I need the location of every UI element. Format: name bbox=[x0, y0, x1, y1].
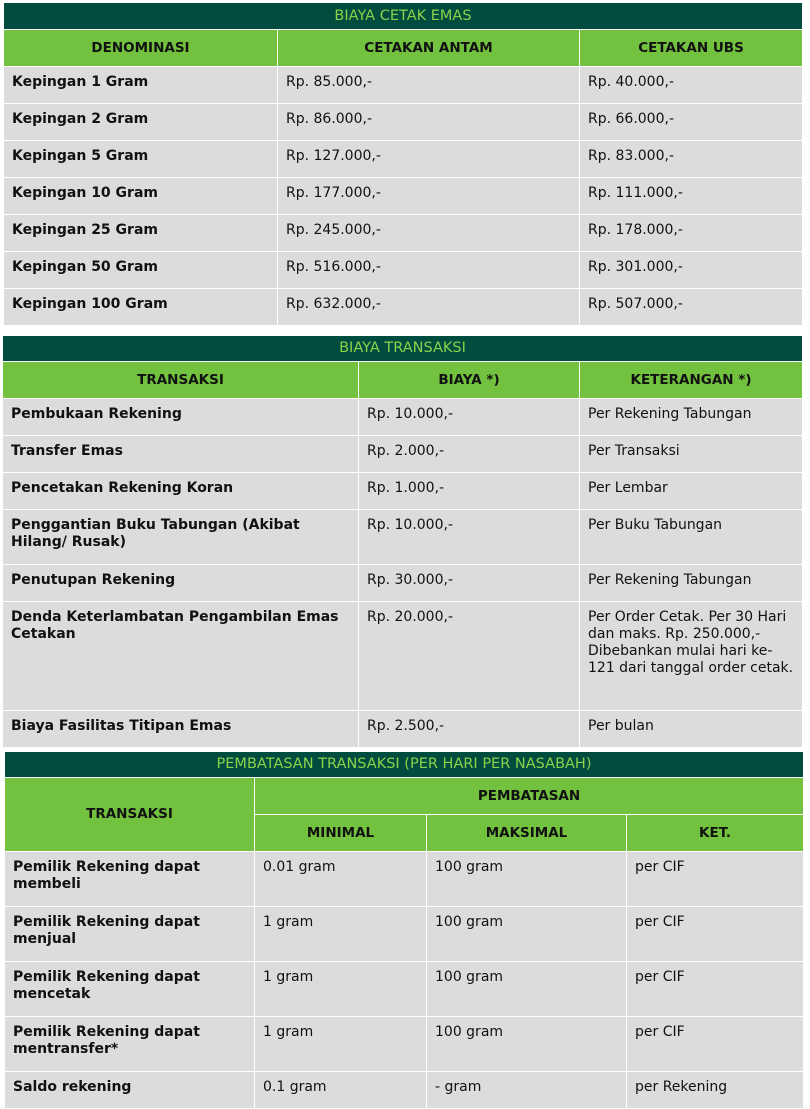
keterangan-cell: Per Lembar bbox=[580, 473, 803, 510]
biaya-cell: Rp. 10.000,- bbox=[359, 510, 580, 565]
denominasi-cell: Kepingan 1 Gram bbox=[4, 67, 278, 104]
transaksi-cell: Pemilik Rekening dapat mencetak bbox=[5, 962, 255, 1017]
header-biaya: BIAYA *) bbox=[359, 362, 580, 399]
table-row bbox=[5, 962, 804, 1017]
antam-price-cell: Rp. 86.000,- bbox=[278, 104, 580, 141]
denominasi-cell: Kepingan 25 Gram bbox=[4, 215, 278, 252]
keterangan-cell: Per Buku Tabungan bbox=[580, 510, 803, 565]
maksimal-cell: 100 gram bbox=[427, 962, 627, 1017]
header-transaksi: TRANSAKSI bbox=[3, 362, 359, 399]
ket-cell: per CIF bbox=[627, 852, 804, 907]
minimal-cell: 0.1 gram bbox=[255, 1072, 427, 1109]
keterangan-cell: Per Order Cetak. Per 30 Hari dan maks. Rp. 250.000,- Dibebankan mulai hari ke-121 dari tanggal order cetak. bbox=[580, 602, 803, 711]
table-row bbox=[3, 399, 803, 436]
transaksi-cell: Pemilik Rekening dapat mentransfer* bbox=[5, 1017, 255, 1072]
denominasi-cell: Kepingan 100 Gram bbox=[4, 289, 278, 326]
ubs-price-cell: Rp. 40.000,- bbox=[580, 67, 803, 104]
biaya-cetak-emas-table bbox=[3, 2, 803, 326]
transaksi-cell: Biaya Fasilitas Titipan Emas bbox=[3, 711, 359, 748]
keterangan-cell: Per Transaksi bbox=[580, 436, 803, 473]
header-denominasi: DENOMINASI bbox=[4, 30, 278, 67]
ubs-price-cell: Rp. 507.000,- bbox=[580, 289, 803, 326]
ubs-price-cell: Rp. 301.000,- bbox=[580, 252, 803, 289]
denominasi-cell: Kepingan 10 Gram bbox=[4, 178, 278, 215]
table-row bbox=[5, 907, 804, 962]
pembatasan-transaksi-title: PEMBATASAN TRANSAKSI (PER HARI PER NASABAH) bbox=[5, 752, 804, 778]
header-ket: KET. bbox=[627, 815, 804, 852]
ubs-price-cell: Rp. 178.000,- bbox=[580, 215, 803, 252]
header-minimal: MINIMAL bbox=[255, 815, 427, 852]
table-row bbox=[4, 178, 803, 215]
ket-cell: per Rekening bbox=[627, 1072, 804, 1109]
antam-price-cell: Rp. 632.000,- bbox=[278, 289, 580, 326]
table-row bbox=[4, 289, 803, 326]
header-pembatasan: PEMBATASAN bbox=[255, 778, 804, 815]
ubs-price-cell: Rp. 66.000,- bbox=[580, 104, 803, 141]
biaya-cell: Rp. 2.500,- bbox=[359, 711, 580, 748]
ket-cell: per CIF bbox=[627, 962, 804, 1017]
transaksi-cell: Penutupan Rekening bbox=[3, 565, 359, 602]
minimal-cell: 1 gram bbox=[255, 1017, 427, 1072]
biaya-cell: Rp. 10.000,- bbox=[359, 399, 580, 436]
biaya-cell: Rp. 2.000,- bbox=[359, 436, 580, 473]
pembatasan-transaksi-section bbox=[4, 751, 803, 1109]
table-row bbox=[4, 104, 803, 141]
table-row bbox=[5, 1072, 804, 1109]
transaksi-cell: Penggantian Buku Tabungan (Akibat Hilang/ Rusak) bbox=[3, 510, 359, 565]
denominasi-cell: Kepingan 5 Gram bbox=[4, 141, 278, 178]
biaya-cell: Rp. 30.000,- bbox=[359, 565, 580, 602]
table-row bbox=[3, 510, 803, 565]
maksimal-cell: - gram bbox=[427, 1072, 627, 1109]
table-row bbox=[4, 215, 803, 252]
antam-price-cell: Rp. 85.000,- bbox=[278, 67, 580, 104]
biaya-transaksi-section bbox=[2, 335, 802, 748]
antam-price-cell: Rp. 245.000,- bbox=[278, 215, 580, 252]
header-keterangan: KETERANGAN *) bbox=[580, 362, 803, 399]
keterangan-cell: Per bulan bbox=[580, 711, 803, 748]
maksimal-cell: 100 gram bbox=[427, 852, 627, 907]
biaya-transaksi-title: BIAYA TRANSAKSI bbox=[3, 336, 803, 362]
denominasi-cell: Kepingan 2 Gram bbox=[4, 104, 278, 141]
keterangan-cell: Per Rekening Tabungan bbox=[580, 565, 803, 602]
table-row bbox=[3, 602, 803, 711]
keterangan-cell: Per Rekening Tabungan bbox=[580, 399, 803, 436]
pembatasan-transaksi-table bbox=[4, 751, 804, 1109]
antam-price-cell: Rp. 177.000,- bbox=[278, 178, 580, 215]
table-row bbox=[4, 141, 803, 178]
header-maksimal: MAKSIMAL bbox=[427, 815, 627, 852]
table-row bbox=[3, 565, 803, 602]
minimal-cell: 1 gram bbox=[255, 962, 427, 1017]
table-row bbox=[3, 473, 803, 510]
header-cetakan-antam: CETAKAN ANTAM bbox=[278, 30, 580, 67]
ubs-price-cell: Rp. 83.000,- bbox=[580, 141, 803, 178]
table-row bbox=[3, 711, 803, 748]
minimal-cell: 0.01 gram bbox=[255, 852, 427, 907]
table-row bbox=[5, 1017, 804, 1072]
maksimal-cell: 100 gram bbox=[427, 907, 627, 962]
transaksi-cell: Pembukaan Rekening bbox=[3, 399, 359, 436]
ket-cell: per CIF bbox=[627, 1017, 804, 1072]
denominasi-cell: Kepingan 50 Gram bbox=[4, 252, 278, 289]
ubs-price-cell: Rp. 111.000,- bbox=[580, 178, 803, 215]
transaksi-cell: Saldo rekening bbox=[5, 1072, 255, 1109]
table-row bbox=[3, 436, 803, 473]
biaya-transaksi-table bbox=[2, 335, 803, 748]
biaya-cell: Rp. 20.000,- bbox=[359, 602, 580, 711]
transaksi-cell: Pemilik Rekening dapat membeli bbox=[5, 852, 255, 907]
transaksi-cell: Pemilik Rekening dapat menjual bbox=[5, 907, 255, 962]
antam-price-cell: Rp. 127.000,- bbox=[278, 141, 580, 178]
maksimal-cell: 100 gram bbox=[427, 1017, 627, 1072]
biaya-cell: Rp. 1.000,- bbox=[359, 473, 580, 510]
biaya-cetak-emas-section bbox=[3, 2, 802, 326]
biaya-cetak-emas-title: BIAYA CETAK EMAS bbox=[4, 3, 803, 30]
antam-price-cell: Rp. 516.000,- bbox=[278, 252, 580, 289]
transaksi-cell: Pencetakan Rekening Koran bbox=[3, 473, 359, 510]
table-row bbox=[4, 252, 803, 289]
ket-cell: per CIF bbox=[627, 907, 804, 962]
transaksi-cell: Transfer Emas bbox=[3, 436, 359, 473]
transaksi-cell: Denda Keterlambatan Pengambilan Emas Cetakan bbox=[3, 602, 359, 711]
header-cetakan-ubs: CETAKAN UBS bbox=[580, 30, 803, 67]
header-transaksi: TRANSAKSI bbox=[5, 778, 255, 852]
table-row bbox=[4, 67, 803, 104]
table-row bbox=[5, 852, 804, 907]
minimal-cell: 1 gram bbox=[255, 907, 427, 962]
